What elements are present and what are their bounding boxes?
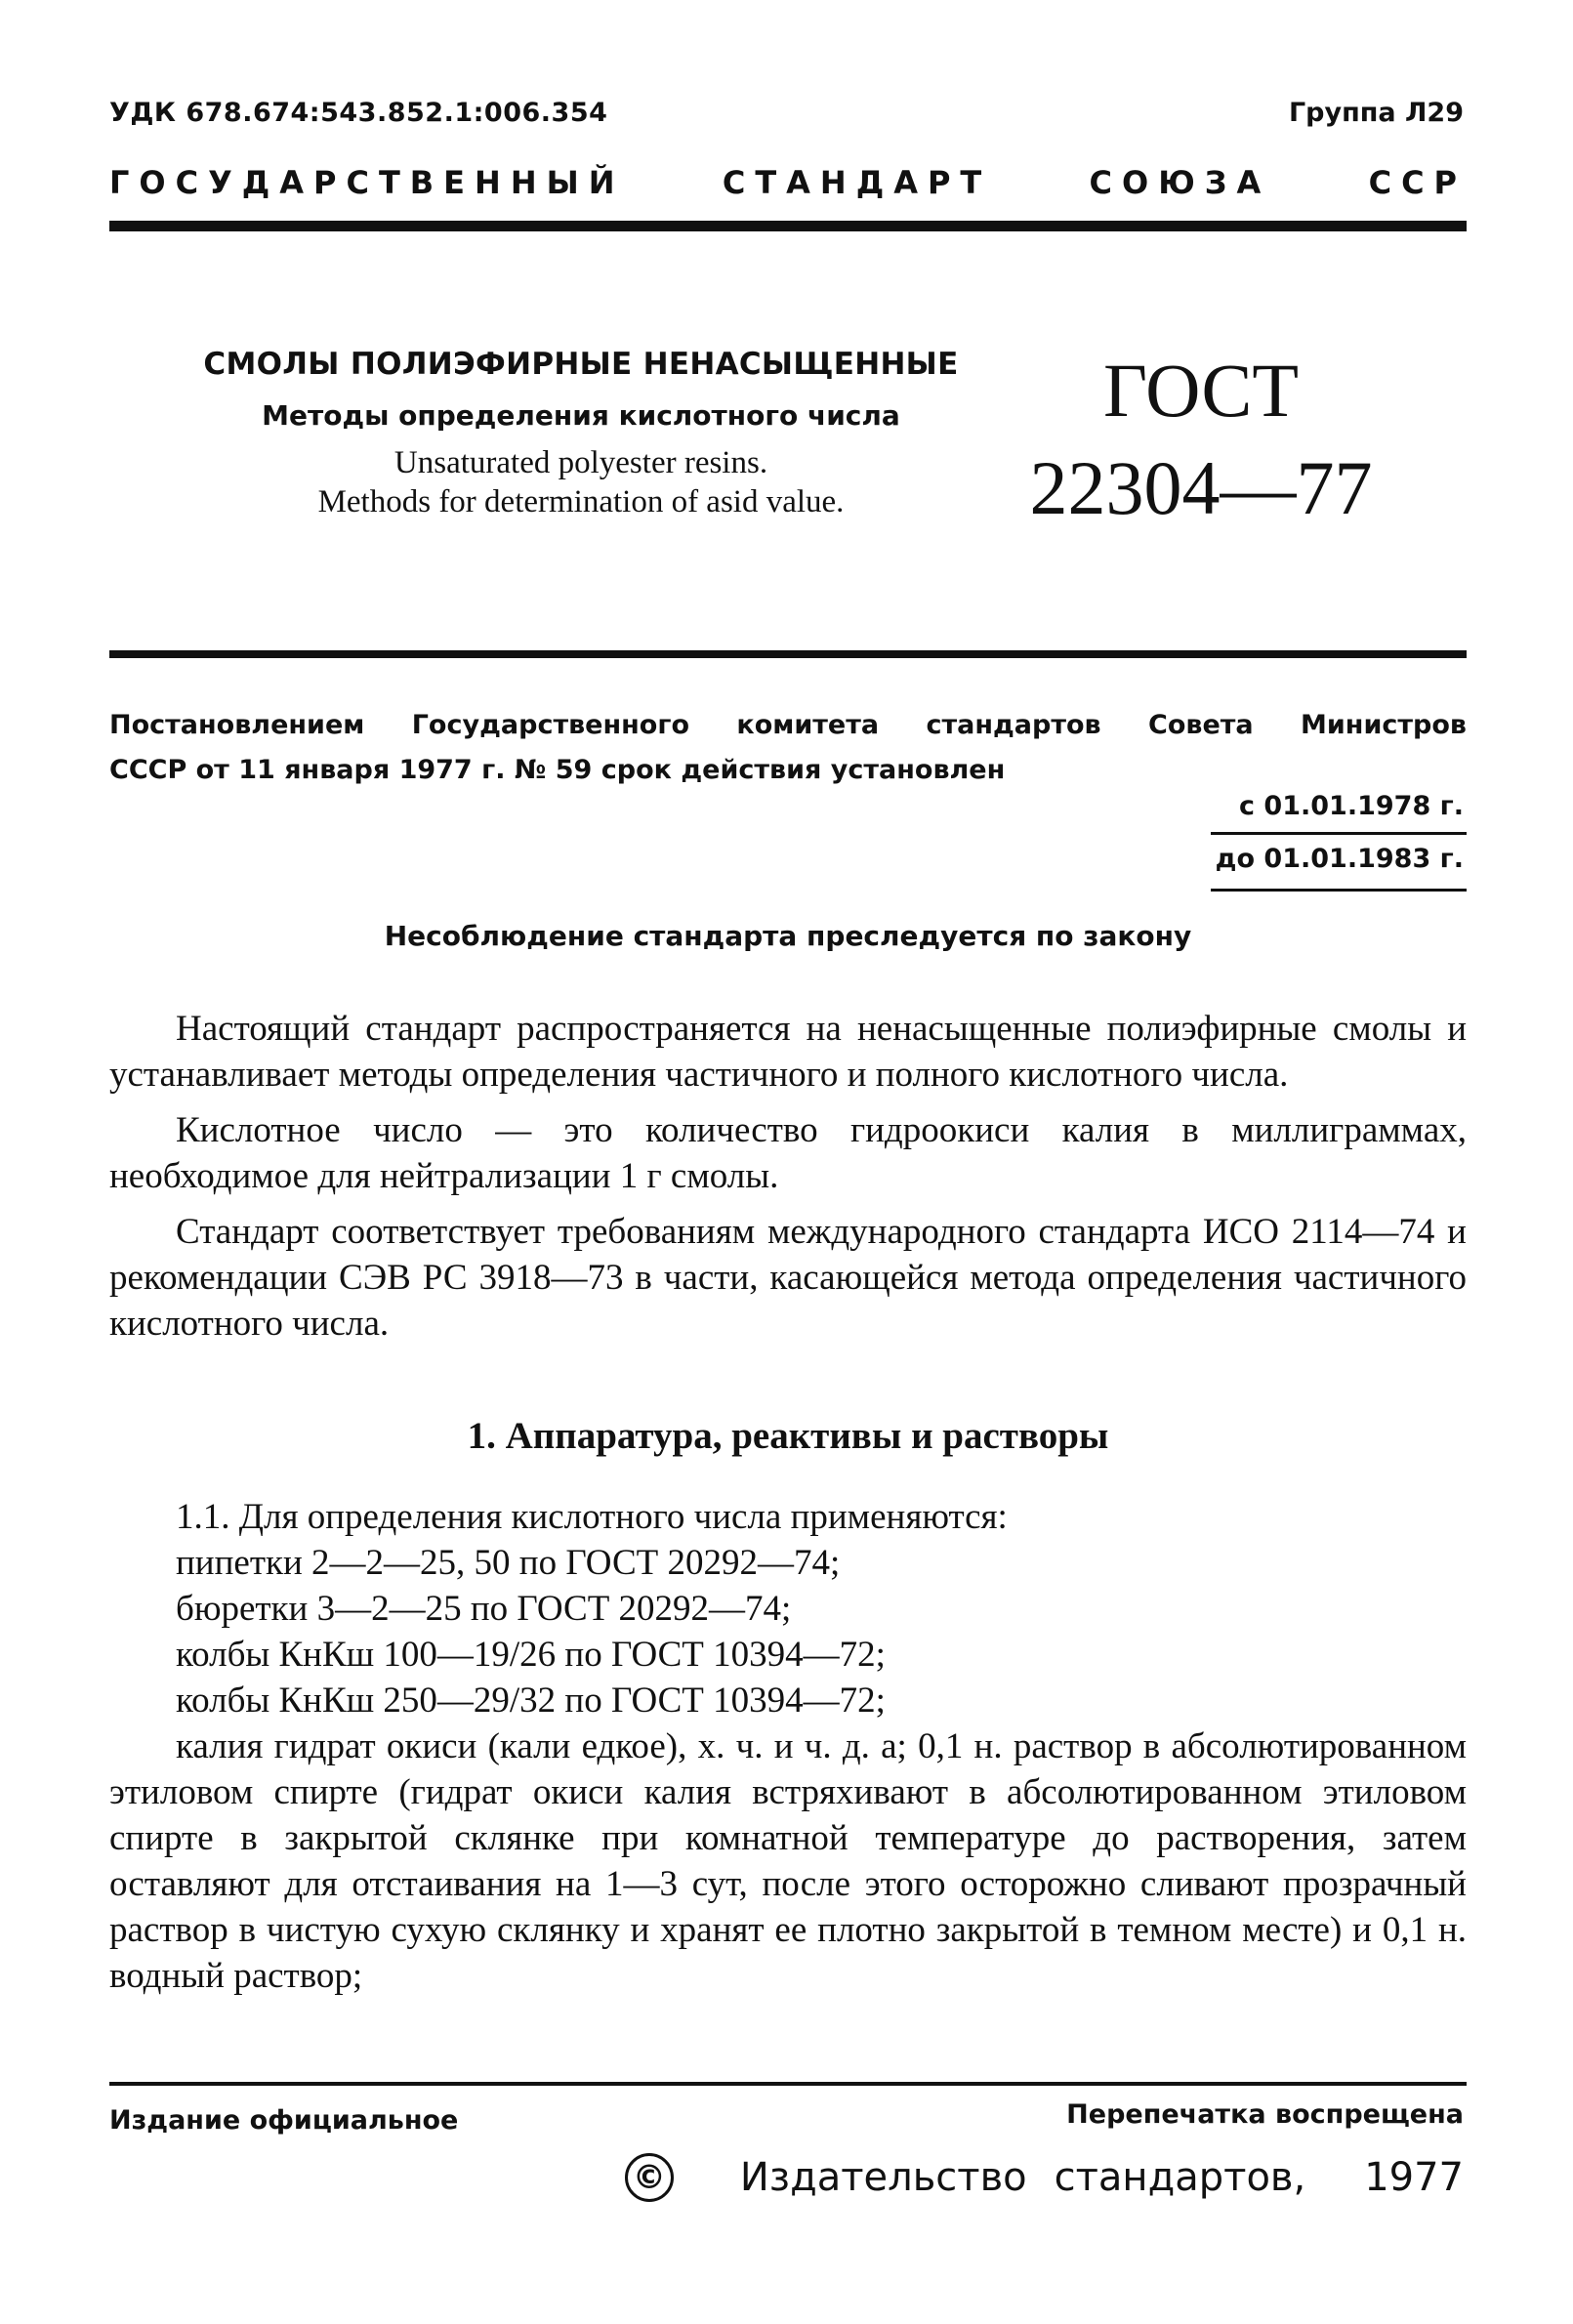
intro-paragraph: Кислотное число — это количество гидроокиси калия в миллиграммах, необходимое для нейтрализации 1 г смолы. [109, 1110, 1467, 1196]
udk-code: УДК 678.674:543.852.1:006.354 [109, 98, 608, 128]
publication-year: 1977 [1364, 2155, 1464, 2200]
gost-label: ГОСТ [1102, 348, 1300, 433]
date-rule [1211, 832, 1467, 835]
law-notice: Несоблюдение стандарта преследуется по закону [384, 920, 1192, 952]
title-block [195, 347, 967, 521]
banner-word: СОЮЗА [1089, 164, 1271, 201]
intro-paragraph: Стандарт соответствует требованиям международного стандарта ИСО 2114—74 и рекомендации СЭВ РС 3918—73 в части, касающейся метода определения частичного кислотного числа. [109, 1212, 1467, 1344]
intro-section [109, 1006, 1467, 1347]
document-subtitle: Методы определения кислотного числа [262, 399, 900, 432]
list-item: колбы КнКш 250—29/32 по ГОСТ 10394—72; [176, 1681, 886, 1721]
banner-word: ССР [1368, 164, 1467, 201]
list-item: пипетки 2—2—25, 50 по ГОСТ 20292—74; [176, 1543, 841, 1583]
header-rule [109, 221, 1467, 231]
english-title [195, 443, 967, 521]
validity-to: до 01.01.1983 г. [1215, 844, 1464, 874]
document-title: СМОЛЫ ПОЛИЭФИРНЫЕ НЕНАСЫЩЕННЫЕ [203, 347, 959, 382]
copyright-icon: © [625, 2153, 674, 2202]
decree-text [109, 703, 1467, 793]
footer-rule [109, 2082, 1467, 2086]
validity-from: с 01.01.1978 г. [1239, 791, 1464, 821]
state-standard-banner [109, 164, 1467, 201]
group-code: Группа Л29 [1288, 98, 1464, 128]
date-rule [1211, 889, 1467, 892]
gost-number: 22304—77 [1029, 445, 1373, 530]
banner-word: ГОСУДАРСТВЕННЫЙ [109, 164, 625, 201]
decree-line1: Постановлением Государственного комитета стандартов Совета Министров [109, 710, 1467, 740]
decree-line2: СССР от 11 января 1977 г. № 59 срок действия установлен [109, 755, 1006, 785]
edition-note: Издание официальное [109, 2105, 459, 2136]
banner-word: СТАНДАРТ [722, 164, 992, 201]
list-lead: 1.1. Для определения кислотного числа применяются: [176, 1497, 1008, 1537]
list-item: бюретки 3—2—25 по ГОСТ 20292—74; [176, 1589, 792, 1629]
english-title-line1: Unsaturated polyester resins. [393, 445, 768, 480]
section-heading: 1. Аппаратура, реактивы и растворы [467, 1415, 1109, 1457]
english-title-line2: Methods for determination of asid value. [317, 484, 845, 519]
publisher-name: стандартов, [1054, 2155, 1306, 2200]
list-item: калия гидрат окиси (кали едкое), х. ч. и ч. д. а; 0,1 н. раствор в абсолютированном этиловом спирте (гидрат окиси калия встряхивают в абсолютированном этиловом спирте в закрытой склянке при комнатной температуре до растворения, затем оставляют для отстаивания на 1—3 сут, после этого осторожно сливают прозрачный раствор в чистую сухую склянку и хранят ее плотно закрытой в темном месте) и 0,1 н. водный раствор; [109, 1726, 1467, 1996]
list-item: колбы КнКш 100—19/26 по ГОСТ 10394—72; [176, 1635, 886, 1675]
publisher-line [625, 2153, 1464, 2202]
title-rule [109, 650, 1467, 658]
publisher-name: Издательство [739, 2155, 1027, 2200]
apparatus-list [109, 1494, 1467, 1999]
reprint-note: Перепечатка воспрещена [1066, 2099, 1464, 2130]
intro-paragraph: Настоящий стандарт распространяется на ненасыщенные полиэфирные смолы и устанавливает методы определения частичного и полного кислотного числа. [109, 1009, 1467, 1095]
